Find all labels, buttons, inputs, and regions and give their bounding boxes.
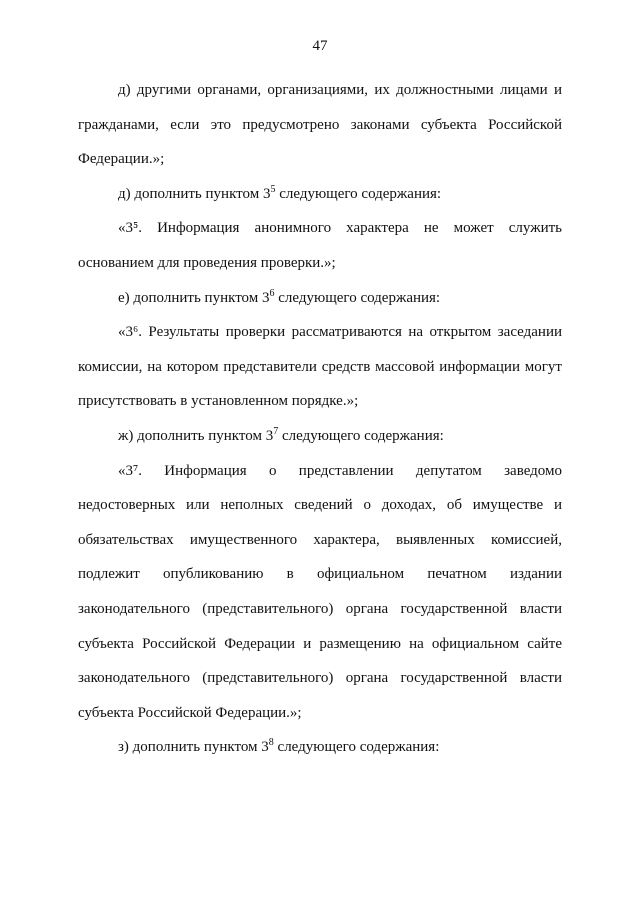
paragraph-3-5	[78, 211, 562, 280]
text-line: присутствовать в установленном порядке.»;	[78, 393, 359, 410]
paragraph-amend-3-5	[78, 177, 562, 212]
text-line: законодательного (представительного) органа государственной власти	[78, 670, 562, 687]
superscript: 8	[268, 737, 274, 749]
amend-text-tail: следующего содержания:	[275, 185, 442, 202]
amend-text: з) дополнить пунктом 3	[118, 739, 269, 756]
page-number: 47	[312, 38, 328, 54]
text-line: «3⁶. Результаты проверки рассматриваются на открытом заседании	[118, 324, 562, 341]
paragraph-amend-3-7	[78, 419, 562, 454]
text-line: д) другими органами, организациями, их должностными лицами и	[118, 82, 562, 98]
paragraph-amend-3-6	[78, 281, 562, 316]
text-line: законодательного (представительного) органа государственной власти	[78, 600, 562, 617]
text-line: обязательствах имущественного характера, выявленных комиссией,	[78, 531, 562, 548]
amend-text: ж) дополнить пунктом 3	[118, 427, 274, 444]
amend-text-tail: следующего содержания:	[278, 427, 444, 444]
text-line: основанием для проведения проверки.»;	[78, 254, 336, 271]
text-line: «3⁵. Информация анонимного характера не может служить	[118, 220, 562, 237]
amend-text: е) дополнить пунктом 3	[118, 289, 270, 306]
paragraph-organs	[78, 73, 562, 177]
superscript: 7	[273, 425, 279, 437]
superscript: 6	[269, 287, 275, 299]
text-line: гражданами, если это предусмотрено законами субъекта Российской	[78, 116, 562, 133]
text-line: субъекта Российской Федерации и размещению на официальном сайте	[78, 635, 562, 652]
paragraph-3-6	[78, 315, 562, 419]
text-line: комиссии, на котором представители средств массовой информации могут	[78, 358, 562, 375]
document-body	[78, 73, 562, 765]
text-line: «3⁷. Информация о представлении депутатом заведомо	[118, 462, 562, 479]
text-line: недостоверных или неполных сведений о доходах, об имуществе и	[78, 497, 562, 514]
amend-text-tail: следующего содержания:	[274, 289, 441, 306]
superscript: 5	[270, 183, 276, 195]
text-line: подлежит опубликованию в официальном печатном издании	[78, 566, 562, 583]
amend-text-tail: следующего содержания:	[273, 739, 440, 756]
amend-text: д) дополнить пунктом 3	[118, 185, 271, 202]
text-line: Федерации.»;	[78, 151, 165, 168]
text-line: субъекта Российской Федерации.»;	[78, 704, 302, 721]
paragraph-3-7	[78, 454, 562, 731]
paragraph-amend-3-8	[78, 730, 562, 765]
